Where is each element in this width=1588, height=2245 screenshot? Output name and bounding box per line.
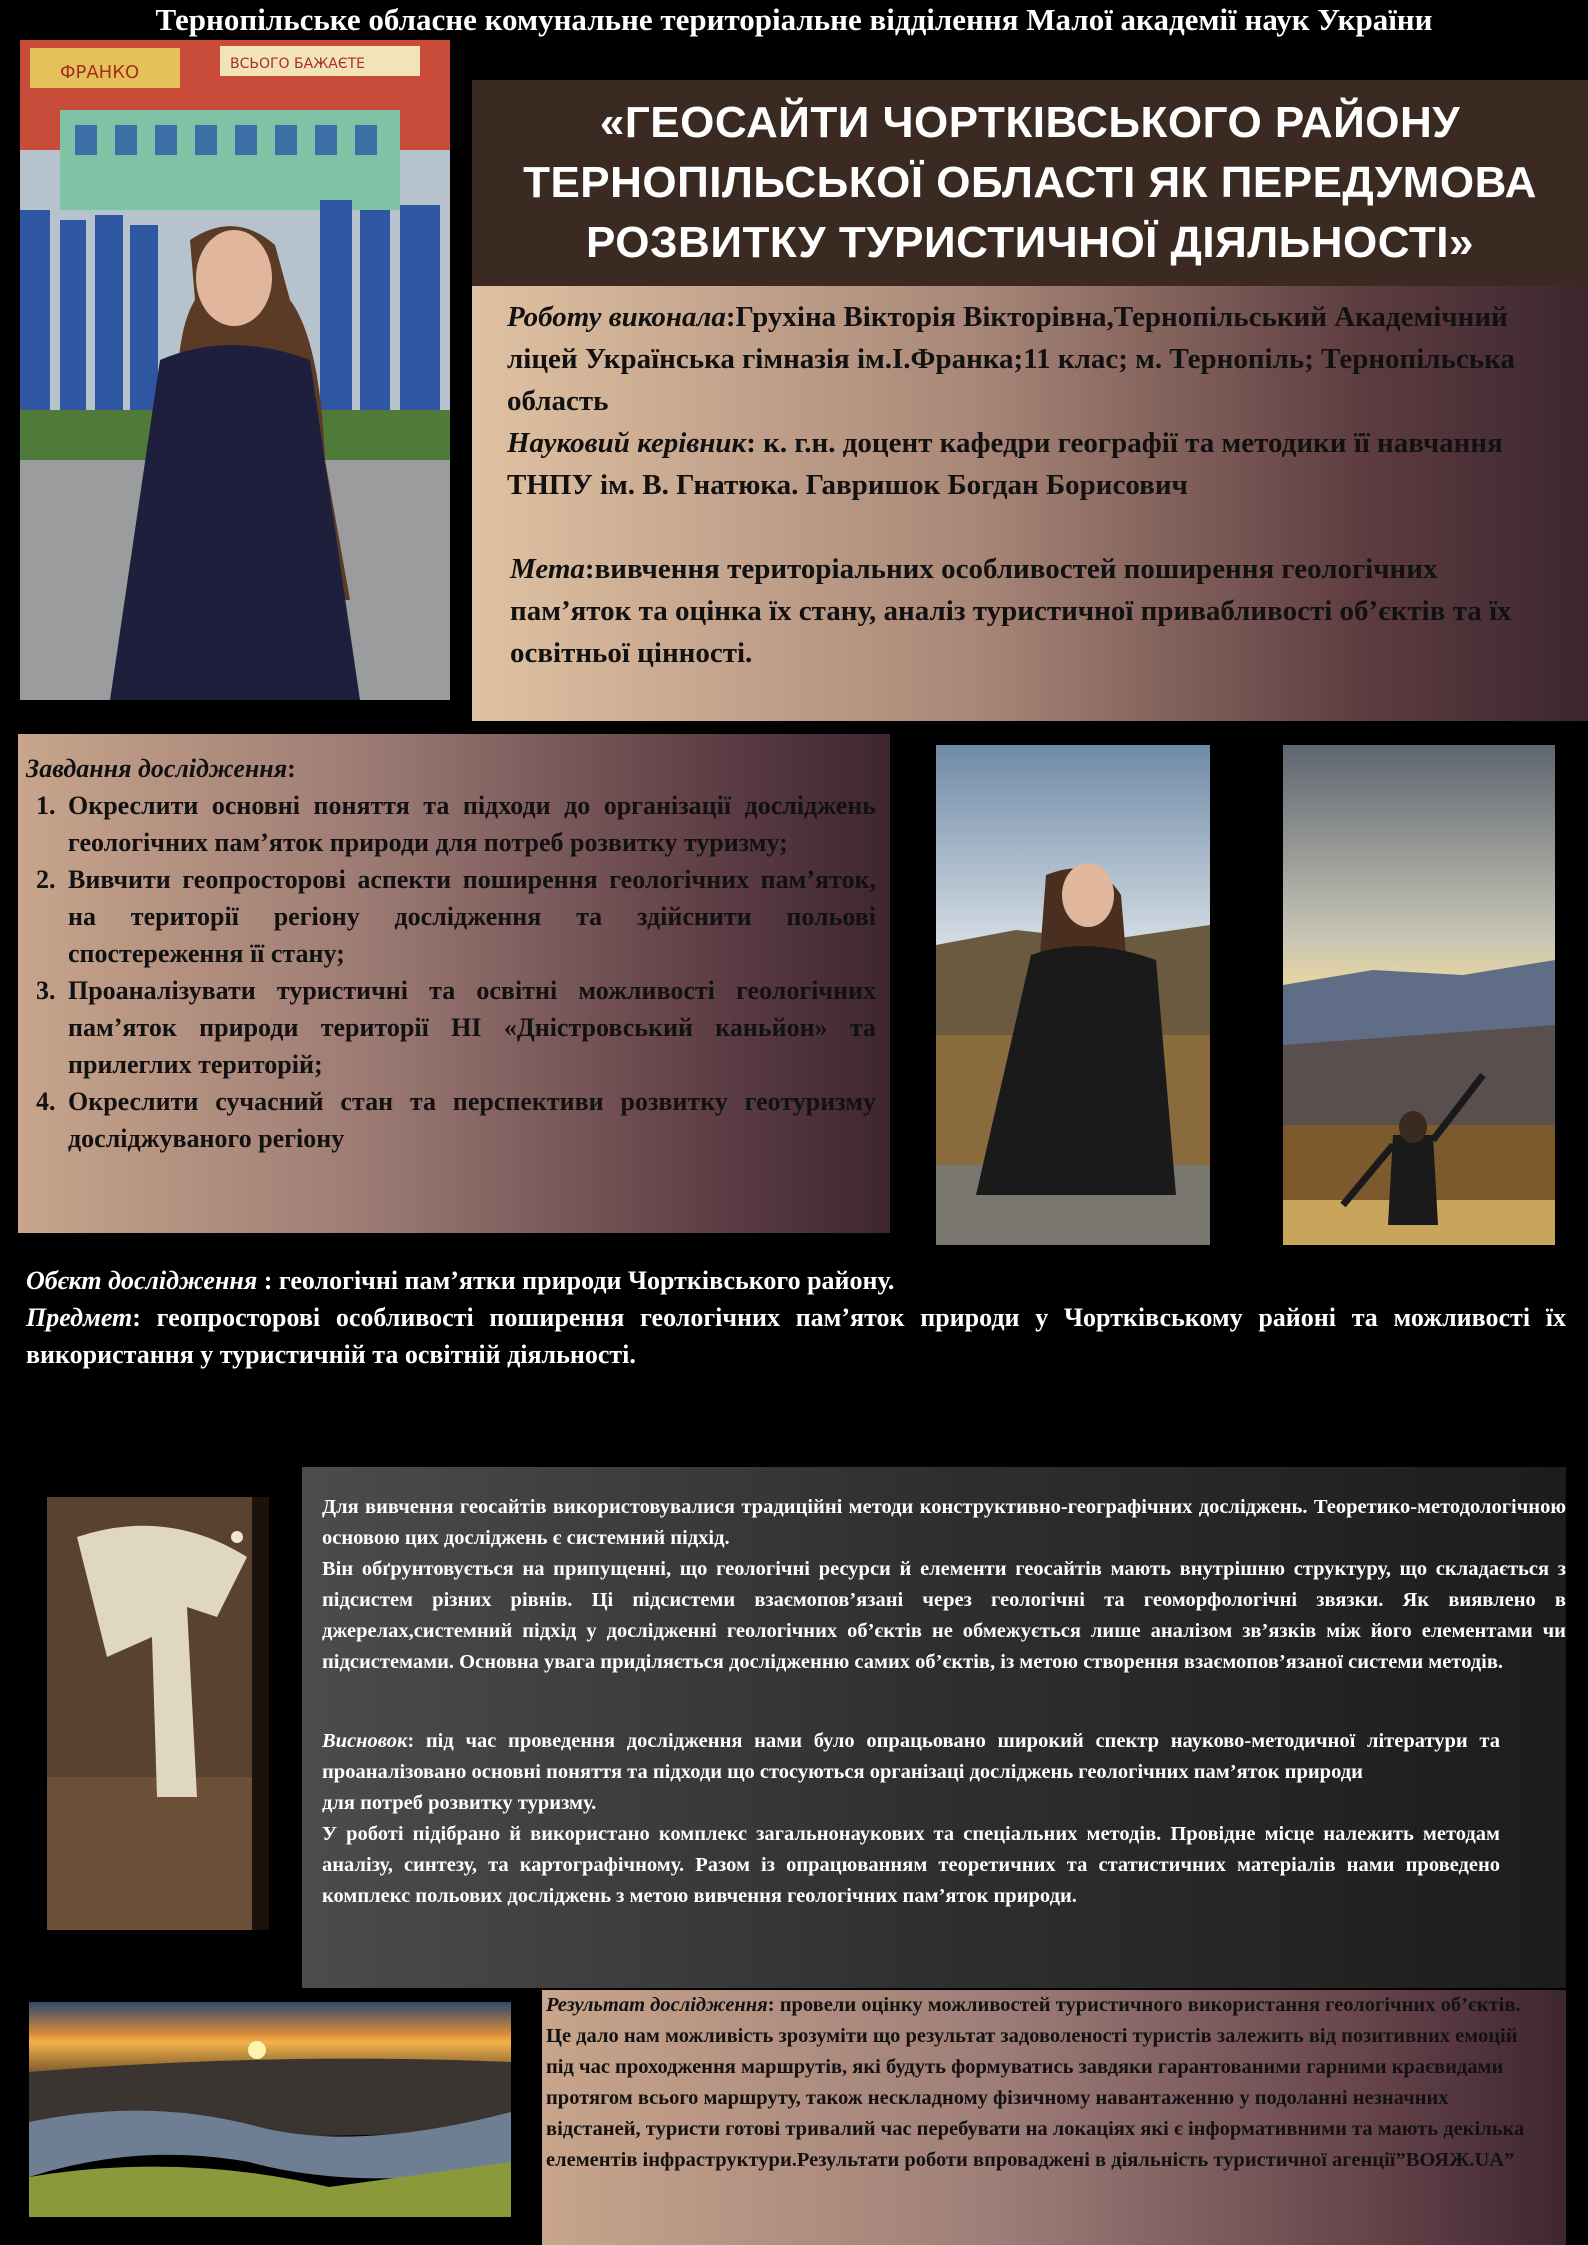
supervisor-label: Науковий керівник (507, 427, 747, 459)
methods-paragraph: Для вивчення геосайтів використовувалися традиційні методи конструктивно-географічних досліджень. Теоретико-методологічною основою цих досліджень є системний підхід. (322, 1496, 1566, 1549)
conclusion-paragraph: У роботі підібрано й використано комплекс загальнонаукових та спеціальних методів. Провідне місце належить методам аналізу, синтезу, та картографічному. Разом із опрацюванням теоретичних та статистичних матеріалів нами проведено комплекс польових досліджень з метою вивчення геологічних пам’яток природи. (322, 1823, 1500, 1907)
poster-title-line: РОЗВИТКУ ТУРИСТИЧНОЇ ДІЯЛЬНОСТІ» (585, 218, 1474, 267)
tasks-section (26, 750, 876, 1157)
methods-section (322, 1492, 1566, 1678)
subject-label: Предмет (26, 1303, 133, 1332)
conclusion-label: Висновок (322, 1730, 408, 1752)
conclusion-section (322, 1726, 1500, 1912)
mural-sign-text: ВСЬОГО БАЖАЄТЕ (230, 56, 366, 72)
task-item: 2. Вивчити геопросторові аспекти поширення геологічних пам’яток, на території регіону дослідження та здійснити польові спостереження її стану; (62, 861, 876, 972)
goal-section (510, 548, 1550, 674)
task-item: 3. Проаналізувати туристичні та освітні можливості геологічних пам’яток природи території НІ «Дністровський каньйон» та прилеглих територій; (62, 972, 876, 1083)
conclusion-line: для потреб розвитку туризму. (322, 1792, 597, 1814)
author-label: Роботу виконала (507, 301, 726, 333)
tasks-label-colon: : (287, 754, 296, 783)
mural-sign-text: ФРАНКО (60, 62, 140, 83)
result-text: : провели оцінку можливостей туристичного використання геологічних об’єктів. Це дало нам можливість зрозуміти що результат задоволеності туристів залежить від позитивних емоцій під час проходження маршрутів, які будуть формуватись завдяки гарантованими гарними краєвидами протягом всього маршруту, також нескладному фізичному навантаженню у подоланні незначних відстаней, туристи готові тривалий час перебувати на локаціях які є інформативними та мають декілька елементів інфраструктури.Результати роботи впроваджені в діяльність туристичної агенції”ВОЯЖ.UA” (546, 1994, 1525, 2171)
cave-formation-photo (47, 1497, 269, 1930)
goal-text: :вивчення територіальних особливостей поширення геологічних пам’яток та оцінка їх стану, аналіз туристичної привабливості об’єктів та їх освітньої цінності. (510, 553, 1512, 669)
research-object-section (26, 1262, 1566, 1373)
result-section (546, 1990, 1546, 2176)
task-item: 1. Окреслити основні поняття та підходи до організації досліджень геологічних пам’яток природи для потреб розвитку туризму; (62, 787, 876, 861)
task-item: 4. Окреслити сучасний стан та перспективи розвитку геотуризму досліджуваного регіону (62, 1083, 876, 1157)
mountain-sitting-photo (936, 745, 1210, 1245)
organization-title: Тернопільське обласне комунальне територіальне відділення Малої академії наук України (155, 2, 1433, 37)
dniester-canyon-sunset-photo (29, 2002, 511, 2217)
goal-label: Мета (510, 553, 585, 585)
object-label: Обєкт дослідження (26, 1266, 258, 1295)
poster-title-line: «ГЕОСАЙТИ ЧОРТКІВСЬКОГО РАЙОНУ (599, 98, 1461, 147)
author-text: :Грухіна Вікторія Вікторівна,Тернопільський Академічний ліцей Українська гімназія ім.І.Франка;11 клас; м. Тернопіль; Тернопільська область (507, 301, 1515, 417)
methods-paragraph: Він обґрунтовується на припущенні, що геологічні ресурси й елементи геосайтів мають внутрішню структуру, що складається з підсистем різних рівнів. Ці підсистеми взаємопов’язані через геологічні та геоморфологічні звязки. Як виявлено в джерелах,системний підхід у дослідженні геологічних об’єктів не обмежується лише аналізом зв’язків між його елементами чи підсистемами. Основна увага приділяється дослідженню самих об’єктів, із метою створення взаємопов’язаної системи методів. (322, 1558, 1566, 1673)
author-info (507, 296, 1557, 506)
tasks-list (26, 787, 876, 1157)
poster-title-line: ТЕРНОПІЛЬСЬКОЇ ОБЛАСТІ ЯК ПЕРЕДУМОВА (523, 158, 1537, 207)
poster-title (472, 80, 1588, 286)
conclusion-text: : під час проведення дослідження нами було опрацьовано широкий спектр науково-методичної літератури та проаналізовано основні поняття та підходи що стосуються організаці досліджень геологічних пам’яток природи (322, 1730, 1500, 1783)
result-label: Результат дослідження (546, 1994, 768, 2016)
object-text: : геологічні пам’ятки природи Чортківського району. (257, 1266, 895, 1295)
mountain-panorama-photo (1283, 745, 1555, 1245)
tasks-label: Завдання дослідження (26, 754, 288, 783)
author-portrait-photo (20, 40, 450, 700)
subject-text: : геопросторові особливості поширення геологічних пам’яток природи у Чортківському районі та можливості їх використання у туристичній та освітній діяльності. (26, 1303, 1566, 1369)
supervisor-text: : к. г.н. доцент кафедри географії та методики її навчання ТНПУ ім. В. Гнатюка. Гавришок Богдан Борисович (507, 427, 1503, 501)
